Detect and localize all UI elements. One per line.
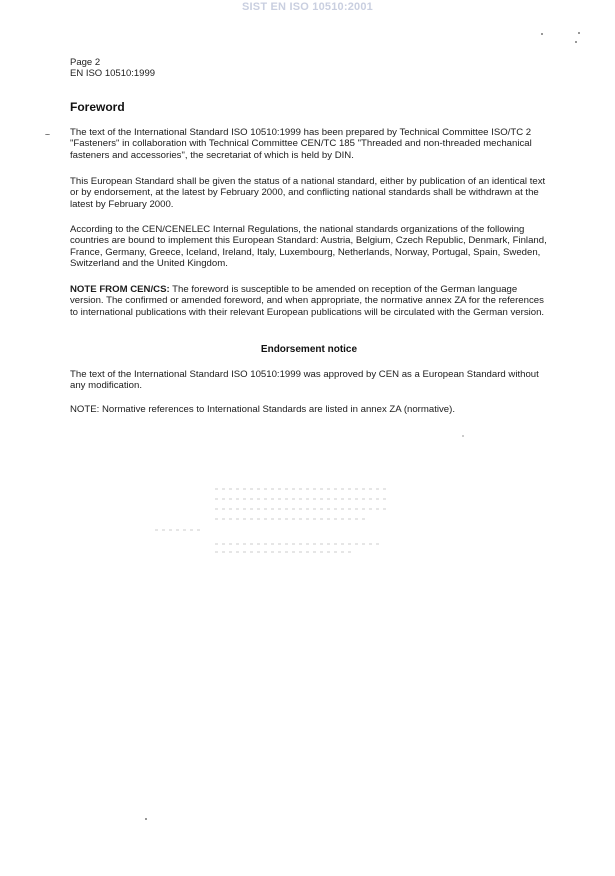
paragraph-text: NOTE: Normative references to International Standards are listed in annex ZA (normative). bbox=[70, 404, 455, 415]
scan-noise bbox=[215, 488, 390, 490]
page-title: Foreword bbox=[70, 100, 125, 114]
standard-number: EN ISO 10510:1999 bbox=[70, 68, 156, 79]
scan-noise bbox=[215, 543, 380, 545]
note-text: The foreword is susceptible to be amended on reception of the German language version. The confirmed or amended foreword, and when appropriate, the normative annex ZA for the references to international publications with their relevant European publications will be circulated with the German version. bbox=[70, 284, 545, 318]
paragraph-prepared-by bbox=[70, 127, 548, 161]
scan-speck bbox=[578, 32, 580, 34]
paragraph-normative-note bbox=[70, 404, 548, 415]
paragraph-status bbox=[70, 176, 548, 210]
page-number: Page 2 bbox=[70, 57, 101, 68]
paragraph-note-cen bbox=[70, 284, 548, 318]
paragraph-text: This European Standard shall be given the status of a national standard, either by publication of an identical text or by endorsement, at the latest by February 2000, and conflicting national standards shall be withdrawn at the latest by February 2000. bbox=[70, 176, 546, 210]
scan-speck bbox=[541, 33, 543, 35]
note-label: NOTE FROM CEN/CS: bbox=[70, 284, 170, 295]
paragraph-text: The text of the International Standard ISO 10510:1999 has been prepared by Technical Committee ISO/TC 2 "Fasteners" in collaboration with Technical Committee CEN/TC 185 "Threaded and non-threaded mechanical fasteners and accessories", the secretariat of which is held by DIN. bbox=[70, 127, 532, 161]
endorsement-heading: Endorsement notice bbox=[260, 344, 358, 355]
scan-noise bbox=[215, 508, 390, 510]
scan-noise bbox=[155, 529, 200, 531]
paragraph-endorsement bbox=[70, 369, 548, 392]
scan-noise bbox=[215, 518, 365, 520]
scan-noise bbox=[215, 551, 355, 553]
page-header bbox=[70, 57, 155, 79]
watermark: SIST EN ISO 10510:2001 bbox=[242, 1, 373, 13]
scan-speck bbox=[575, 41, 577, 43]
scan-speck bbox=[145, 818, 147, 820]
scan-speck bbox=[45, 134, 50, 135]
paragraph-text bbox=[70, 284, 548, 318]
scan-noise bbox=[215, 498, 390, 500]
paragraph-text: According to the CEN/CENELEC Internal Regulations, the national standards organizations of the following countries are bound to implement this European Standard: Austria, Belgium, Czech Republic, Denmark, Finland, France, Germany, Greece, Iceland, Ireland, Italy, Luxembourg, Netherlands, Norway, Portugal, Spain, Sweden, Switzerland and the United Kingdom. bbox=[70, 224, 547, 270]
paragraph-regulations bbox=[70, 224, 548, 270]
paragraph-text: The text of the International Standard ISO 10510:1999 was approved by CEN as a European Standard without any modification. bbox=[70, 369, 539, 392]
scan-speck bbox=[462, 435, 464, 437]
